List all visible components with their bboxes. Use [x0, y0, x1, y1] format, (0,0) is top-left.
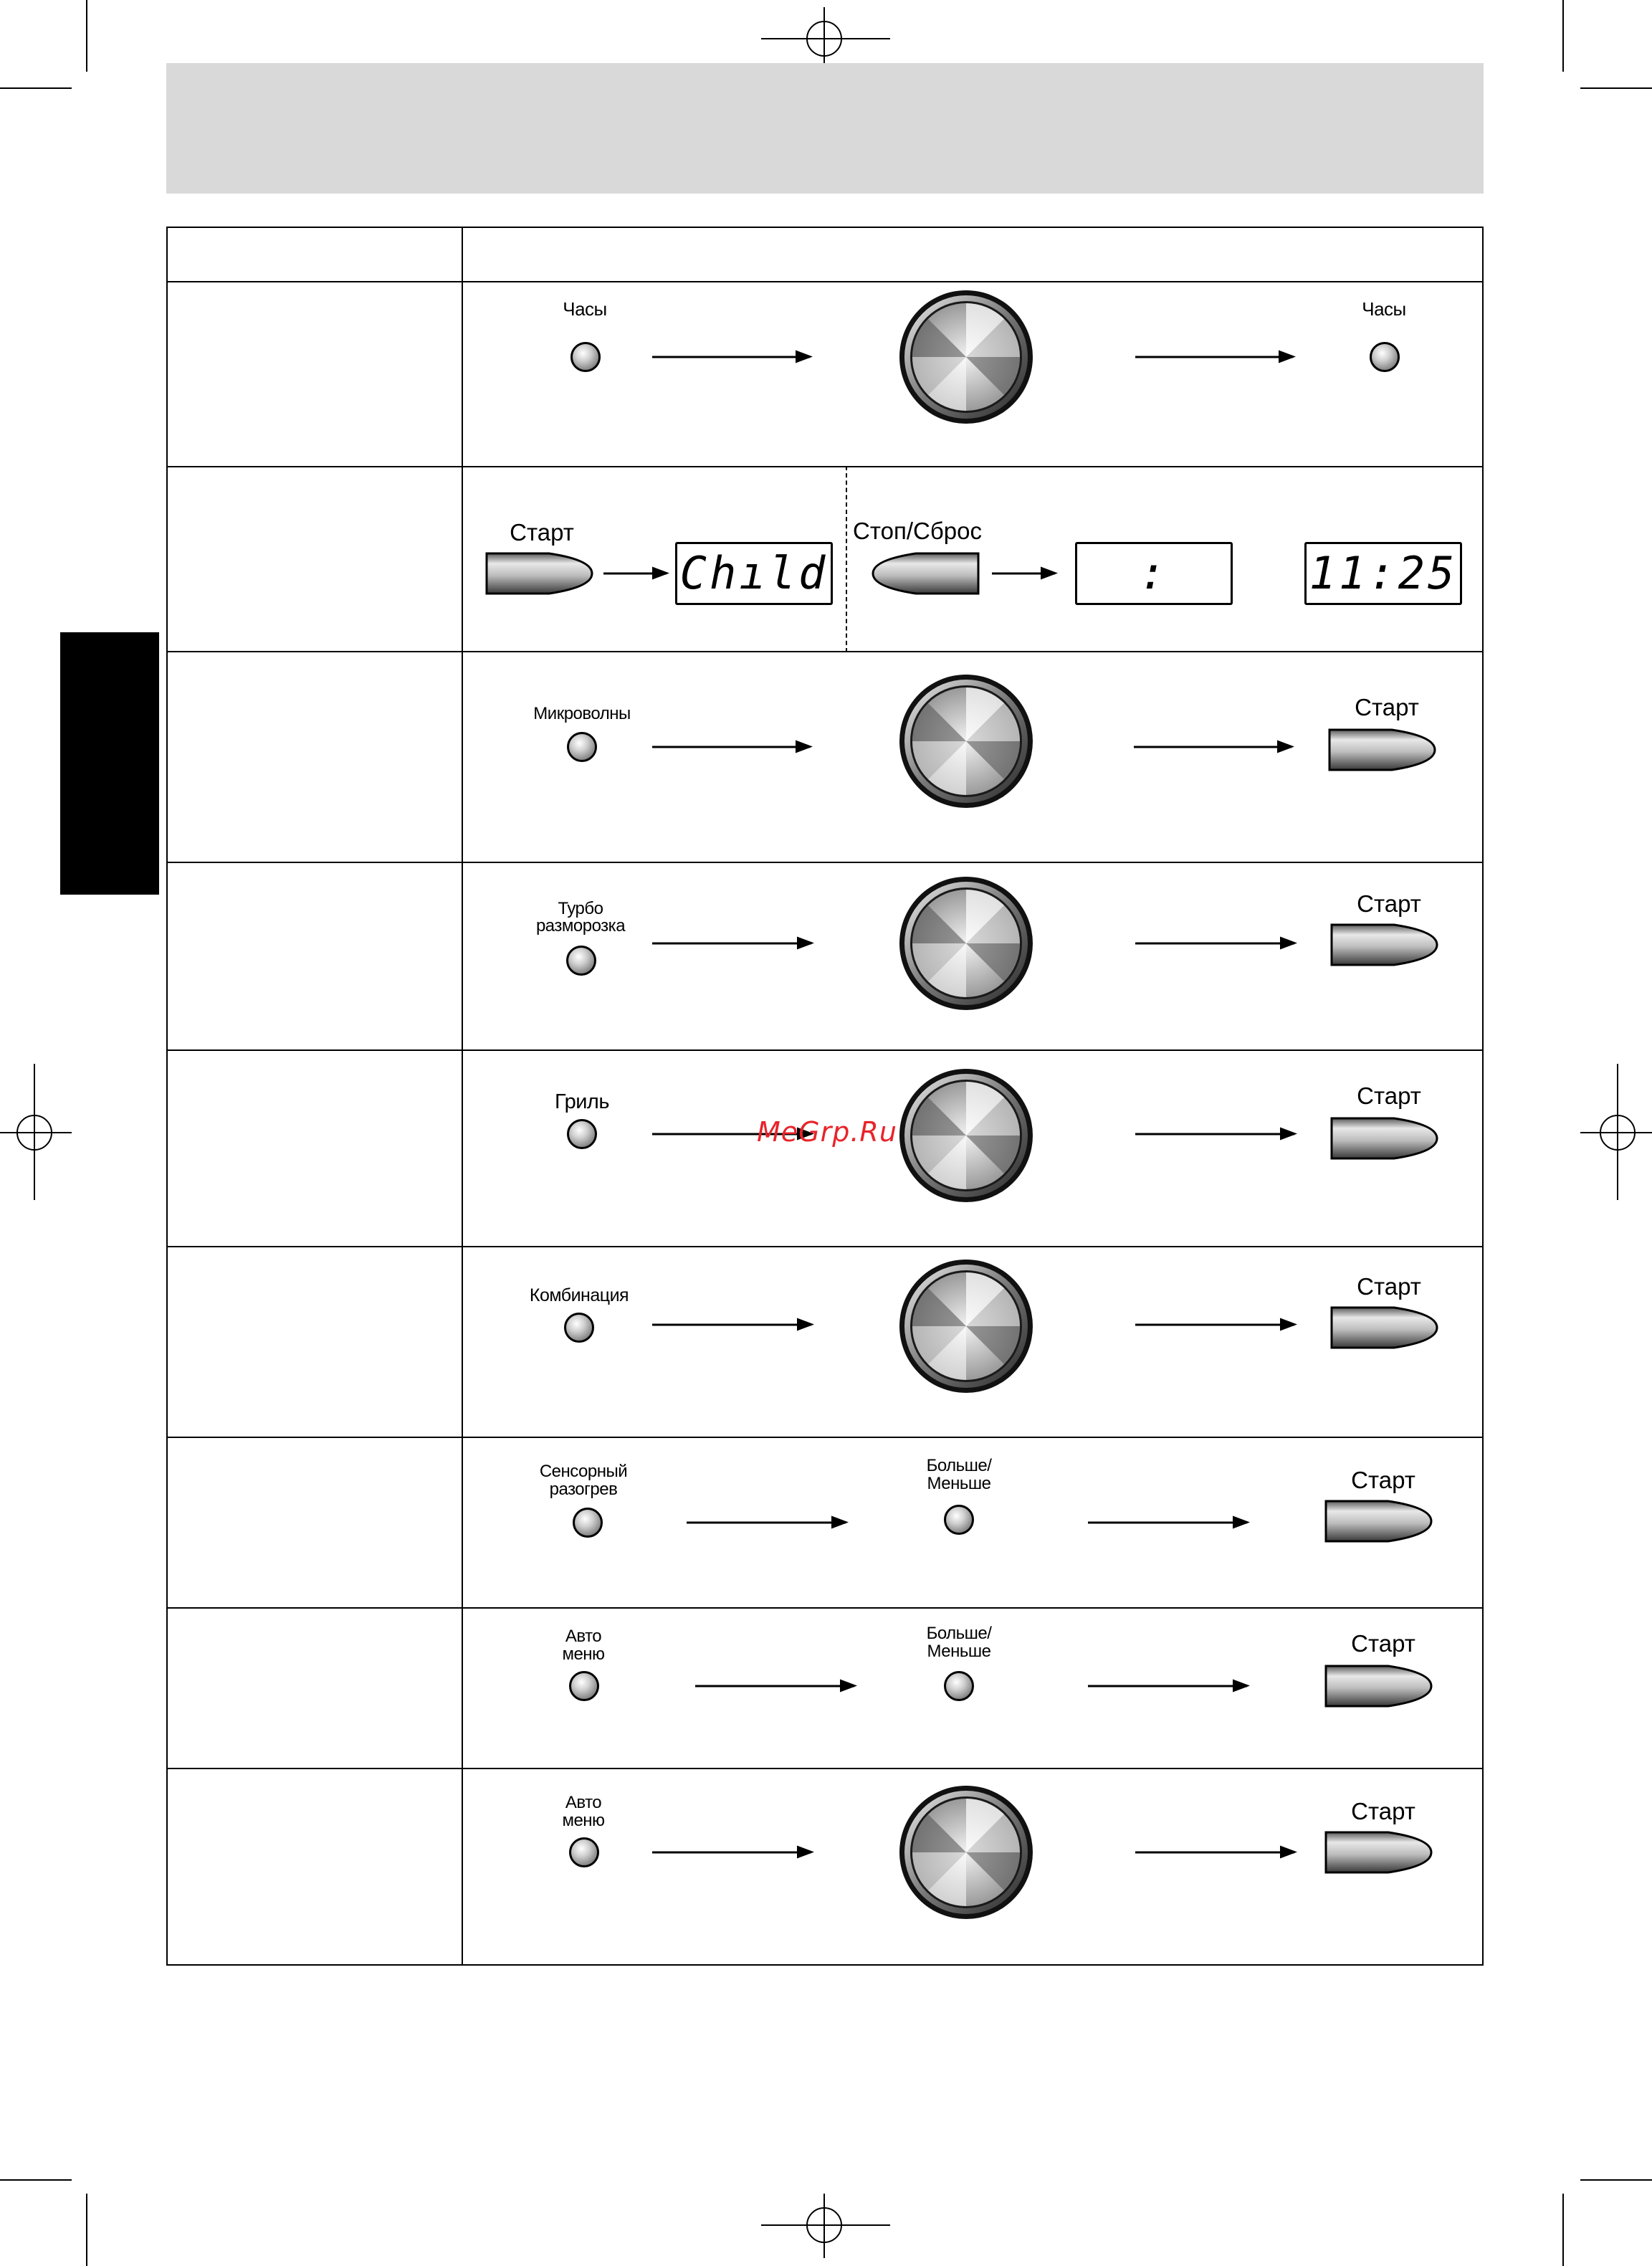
- arrow-icon: [992, 573, 1055, 575]
- registration-mark: [761, 7, 890, 72]
- arrow-icon: [695, 1685, 854, 1687]
- row-divider: [168, 1607, 1482, 1609]
- dial-knob[interactable]: [898, 1067, 1034, 1204]
- start-button[interactable]: [1324, 1499, 1433, 1543]
- display-time: 11:25: [1304, 542, 1462, 605]
- grill-button-label: Гриль: [555, 1090, 609, 1113]
- row-divider: [168, 1049, 1482, 1051]
- auto-menu-button[interactable]: [569, 1671, 599, 1701]
- start-button[interactable]: [1329, 1305, 1438, 1350]
- start-button[interactable]: [1324, 1664, 1433, 1708]
- crop-mark: [0, 2179, 72, 2181]
- crop-mark: [0, 87, 72, 89]
- dashed-divider: [846, 466, 847, 652]
- crop-mark: [86, 2194, 87, 2266]
- start-button-label: Старт: [1351, 1630, 1415, 1657]
- start-button-label: Старт: [510, 519, 574, 546]
- row-divider: [168, 281, 1482, 282]
- crop-mark: [1562, 0, 1564, 72]
- watermark: MeGrp.Ru: [757, 1116, 897, 1148]
- stop-reset-button[interactable]: [872, 551, 980, 596]
- stop-reset-button-label: Стоп/Сброс: [853, 518, 982, 544]
- arrow-icon: [687, 1522, 846, 1524]
- start-button[interactable]: [1329, 1116, 1438, 1161]
- instruction-table: [166, 227, 1484, 1966]
- start-button-label: Старт: [1357, 1273, 1421, 1300]
- dial-knob[interactable]: [898, 875, 1034, 1011]
- combination-button-label: Комбинация: [529, 1285, 629, 1305]
- clock-button-label: Часы: [1362, 298, 1406, 320]
- dial-knob[interactable]: [898, 673, 1034, 809]
- clock-button-label: Часы: [563, 298, 607, 320]
- row-divider: [168, 1437, 1482, 1438]
- start-button[interactable]: [1329, 923, 1438, 967]
- start-button-label: Старт: [1355, 694, 1419, 720]
- combination-button[interactable]: [564, 1313, 594, 1343]
- arrow-icon: [1134, 746, 1291, 748]
- crop-mark: [1580, 87, 1652, 89]
- clock-button[interactable]: [570, 342, 601, 372]
- side-tab: [60, 632, 159, 895]
- registration-mark: [0, 1064, 72, 1200]
- clock-button[interactable]: [1370, 342, 1400, 372]
- turbo-defrost-button-label: Турбо разморозка: [535, 899, 626, 936]
- arrow-icon: [1135, 1852, 1294, 1854]
- auto-menu-button-label: Авто меню: [562, 1627, 605, 1664]
- grill-button[interactable]: [567, 1119, 597, 1149]
- auto-menu-button[interactable]: [569, 1837, 599, 1867]
- arrow-icon: [652, 1324, 811, 1326]
- column-divider: [462, 228, 463, 1964]
- turbo-defrost-button[interactable]: [566, 946, 596, 976]
- row-divider: [168, 1246, 1482, 1247]
- arrow-icon: [652, 943, 811, 945]
- start-button[interactable]: [1324, 1830, 1433, 1875]
- arrow-icon: [1135, 356, 1293, 358]
- more-less-button-label: Больше/ Меньше: [926, 1624, 992, 1661]
- arrow-icon: [652, 746, 810, 748]
- sensor-reheat-button[interactable]: [573, 1508, 603, 1538]
- arrow-icon: [1088, 1522, 1247, 1524]
- dial-knob[interactable]: [898, 1784, 1034, 1920]
- start-button-label: Старт: [1351, 1798, 1415, 1824]
- start-button-label: Старт: [1357, 890, 1421, 917]
- crop-mark: [86, 0, 87, 72]
- dial-knob[interactable]: [898, 1258, 1034, 1394]
- row-divider: [168, 1768, 1482, 1769]
- crop-mark: [1580, 2179, 1652, 2181]
- more-less-button[interactable]: [944, 1671, 974, 1701]
- microwave-button-label: Микроволны: [533, 704, 631, 723]
- arrow-icon: [1088, 1685, 1247, 1687]
- auto-menu-button-label: Авто меню: [562, 1793, 605, 1830]
- start-button[interactable]: [484, 551, 593, 596]
- dial-knob[interactable]: [898, 289, 1034, 425]
- crop-mark: [1562, 2194, 1564, 2266]
- arrow-icon: [652, 356, 810, 358]
- start-button[interactable]: [1327, 728, 1436, 772]
- registration-mark: [1580, 1064, 1652, 1200]
- arrow-icon: [1135, 943, 1294, 945]
- display-child: Chıld: [675, 542, 833, 605]
- more-less-button-label: Больше/ Меньше: [926, 1456, 992, 1493]
- microwave-button[interactable]: [567, 732, 597, 762]
- row-divider: [168, 466, 1482, 467]
- arrow-icon: [1135, 1133, 1294, 1136]
- arrow-icon: [603, 573, 667, 575]
- row-divider: [168, 862, 1482, 863]
- display-blank: :: [1075, 542, 1233, 605]
- more-less-button[interactable]: [944, 1505, 974, 1535]
- arrow-icon: [1135, 1324, 1294, 1326]
- registration-mark: [761, 2194, 890, 2258]
- sensor-reheat-button-label: Сенсорный разогрев: [539, 1462, 628, 1499]
- row-divider: [168, 651, 1482, 652]
- header-band: [166, 63, 1484, 194]
- start-button-label: Старт: [1351, 1467, 1415, 1493]
- start-button-label: Старт: [1357, 1082, 1421, 1109]
- arrow-icon: [652, 1852, 811, 1854]
